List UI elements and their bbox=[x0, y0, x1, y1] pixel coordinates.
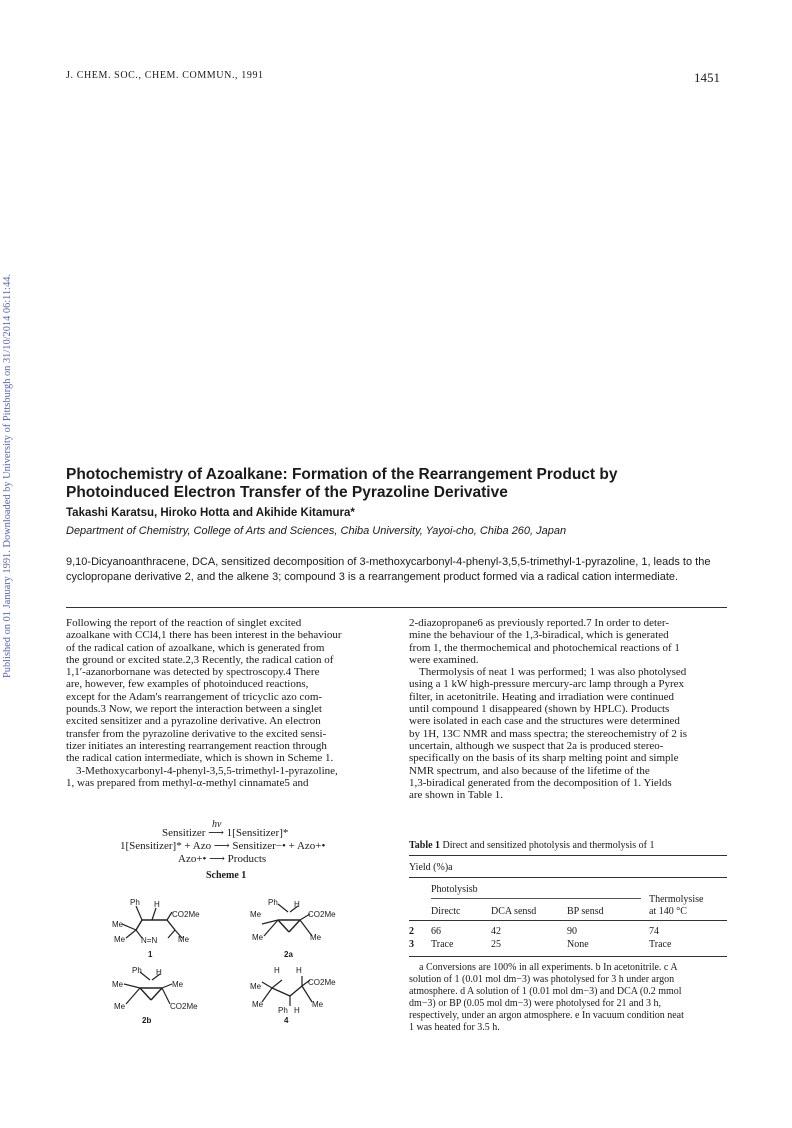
h-label: H bbox=[294, 1006, 300, 1015]
photolysis-header: Photolysisb bbox=[431, 884, 478, 895]
cell-direct: Trace bbox=[431, 939, 454, 950]
thermolysis-temp: at 140 °C bbox=[649, 906, 687, 917]
me-label: Me bbox=[252, 933, 264, 942]
text-line: except for the Adam's rearrangement of tricyclic azo com- bbox=[66, 690, 323, 703]
cell-direct: 66 bbox=[431, 926, 441, 937]
scheme-reactant: Sensitizer bbox=[162, 827, 206, 839]
scheme-product: 1[Sensitizer]* bbox=[226, 827, 289, 839]
h-label: H bbox=[296, 966, 302, 975]
co2me-label: CO2Me bbox=[172, 910, 200, 919]
cell-dca: 25 bbox=[491, 939, 501, 950]
text-line: excited sensitizer and a pyrazoline derivative. An electron bbox=[66, 715, 321, 728]
me-label: Me bbox=[312, 1000, 324, 1009]
text-line: from 1, the thermochemical and photochemical reactions of 1 bbox=[409, 641, 680, 654]
scheme-reactant: Azo+• bbox=[178, 853, 207, 865]
text-line: uncertain, although we suspect that 2a is produced stereo- bbox=[409, 739, 664, 752]
scheme-product: Sensitizer−• + Azo+• bbox=[232, 840, 326, 852]
text-line: the radical cation intermediate, which is shown in Scheme 1. bbox=[66, 752, 334, 765]
co2me-label: CO2Me bbox=[308, 978, 336, 987]
h-label: H bbox=[156, 968, 162, 977]
me-label: Me bbox=[112, 920, 124, 929]
ph-label: Ph bbox=[268, 898, 278, 907]
text-line: until compound 1 disappeared (shown by HPLC). Products bbox=[409, 703, 670, 716]
abstract: 9,10-Dicyanoanthracene, DCA, sensitized decomposition of 3-methoxycarbonyl-4-phenyl-3,5,5-trimethyl-1-pyrazoline, 1, leads to the cyclopropane derivative 2, and the alkene 3; compound 3 is a rearrangement product formed via a radical cation intermediate. bbox=[66, 556, 711, 583]
h-label: H bbox=[154, 900, 160, 909]
col-bp: BP sensd bbox=[567, 906, 604, 917]
table-rule-bottom bbox=[409, 956, 727, 957]
ph-label: Ph bbox=[130, 898, 140, 907]
right-paragraph-2 bbox=[409, 666, 727, 801]
structure-2b bbox=[112, 966, 207, 1028]
journal-header: J. CHEM. SOC., CHEM. COMMUN., 1991 bbox=[66, 70, 264, 81]
photolysis-rule bbox=[431, 898, 641, 899]
text-line: using a 1 kW high-pressure mercury-arc lamp through a Pyrex bbox=[409, 678, 685, 691]
text-line: were isolated in each case and the structures were determined bbox=[409, 715, 680, 728]
footnote-line: a Conversions are 100% in all experiments. b In acetonitrile. c A bbox=[419, 962, 678, 973]
footnote-line: atmosphere. d A solution of 1 (0.01 mol dm−3) and DCA (0.2 mmol bbox=[409, 986, 682, 997]
table-rule-top bbox=[409, 855, 727, 856]
text-line: mine the behaviour of the 1,3-biradical, which is generated bbox=[409, 629, 669, 642]
yield-header: Yield (%)a bbox=[409, 862, 453, 873]
me-label: Me bbox=[178, 935, 190, 944]
arrow-icon: ⟶ bbox=[208, 827, 224, 839]
co2me-label: CO2Me bbox=[170, 1002, 198, 1011]
text-line: were examined. bbox=[409, 653, 479, 666]
scheme-line-2 bbox=[120, 840, 325, 853]
footnote-line: dm−3) or BP (0.05 mol dm−3) were photolysed for 21 and 3 h, bbox=[409, 998, 661, 1009]
text-line: specifically on the basis of its sharp melting point and simple bbox=[409, 752, 679, 765]
scheme-line-1 bbox=[162, 827, 288, 840]
table-caption bbox=[409, 840, 654, 851]
cell-dca: 42 bbox=[491, 926, 501, 937]
right-paragraph-1 bbox=[409, 617, 727, 666]
text-line: the ground or excited state.2,3 Recently, the radical cation of bbox=[66, 653, 334, 666]
scheme-line-3 bbox=[178, 853, 266, 866]
text-line: are, however, few examples of photoinduced reactions, bbox=[66, 678, 309, 691]
ph-label: Ph bbox=[278, 1006, 288, 1015]
arrow-icon: ⟶ bbox=[209, 853, 225, 865]
affiliation: Department of Chemistry, College of Arts and Sciences, Chiba University, Yayoi-cho, Chiba 260, Japan bbox=[66, 525, 567, 537]
footnote-line: respectively, under an argon atmosphere. e In vacuum condition neat bbox=[409, 1010, 684, 1021]
compound-label: 1 bbox=[148, 950, 153, 959]
me-label: Me bbox=[114, 1002, 126, 1011]
left-paragraph-2 bbox=[66, 765, 388, 790]
table-caption-text: Direct and sensitized photolysis and thermolysis of 1 bbox=[442, 840, 655, 851]
thermolysis-header: Thermolysise bbox=[649, 894, 704, 905]
left-column bbox=[66, 617, 388, 789]
text-line: by 1H, 13C NMR and mass spectra; the stereochemistry of 2 is bbox=[409, 727, 688, 740]
col-direct: Directc bbox=[431, 906, 461, 917]
text-line: Thermolysis of neat 1 was performed; 1 was also photolysed bbox=[419, 666, 687, 679]
row-compound: 3 bbox=[409, 939, 414, 950]
scheme-product: Products bbox=[227, 853, 267, 865]
download-note-text: Published on 01 January 1991. Downloaded by University of Pittsburgh on 31/10/2014 06:11:44. bbox=[2, 273, 13, 678]
table-footnotes bbox=[409, 962, 727, 1034]
text-line: transfer from the pyrazoline derivative to the excited sensi- bbox=[66, 727, 327, 740]
cell-thermo: 74 bbox=[649, 926, 659, 937]
me-label: Me bbox=[252, 1000, 264, 1009]
right-column bbox=[409, 617, 727, 801]
text-line: 2-diazopropane6 as previously reported.7 In order to deter- bbox=[409, 617, 670, 629]
text-line: filter, in acetonitrile. Heating and irradiation were continued bbox=[409, 690, 674, 703]
scheme-reactant: 1[Sensitizer]* + Azo bbox=[120, 840, 212, 852]
text-line: are shown in Table 1. bbox=[409, 789, 504, 802]
structure-2a bbox=[250, 898, 345, 960]
text-line: 1,3-biradical generated from the decomposition of 1. Yields bbox=[409, 776, 672, 789]
col-dca: DCA sensd bbox=[491, 906, 537, 917]
text-line: 3-Methoxycarbonyl-4-phenyl-3,5,5-trimethyl-1-pyrazoline, bbox=[76, 764, 338, 777]
text-line: tizer initiates an interesting rearrangement reaction through bbox=[66, 739, 327, 752]
table-row bbox=[409, 926, 727, 938]
hv-label: hν bbox=[212, 819, 222, 830]
row-compound: 2 bbox=[409, 926, 414, 937]
page-number: 1451 bbox=[694, 70, 720, 85]
left-paragraph-1 bbox=[66, 617, 388, 765]
table-rule-3 bbox=[409, 920, 727, 921]
text-line: azoalkane with CCl4,1 there has been interest in the behaviour bbox=[66, 629, 342, 642]
table-row bbox=[409, 939, 727, 951]
compound-label: 4 bbox=[284, 1016, 289, 1025]
alkene-skeleton bbox=[250, 966, 345, 1028]
text-line: of the radical cation of azoalkane, which is generated from bbox=[66, 641, 325, 654]
cell-bp: 90 bbox=[567, 926, 577, 937]
scheme-caption: Scheme 1 bbox=[206, 870, 247, 881]
authors: Takashi Karatsu, Hiroko Hotta and Akihide Kitamura* bbox=[66, 507, 355, 519]
me-label: Me bbox=[172, 980, 184, 989]
me-label: Me bbox=[114, 935, 126, 944]
article-title: Photochemistry of Azoalkane: Formation of the Rearrangement Product by Photoinduced Electron Transfer of the Pyrazoline Derivative bbox=[66, 466, 618, 501]
cell-thermo: Trace bbox=[649, 939, 672, 950]
me-label: Me bbox=[112, 980, 124, 989]
compound-label: 2b bbox=[142, 1016, 152, 1025]
abstract-rule bbox=[66, 607, 727, 608]
text-line: Following the report of the reaction of singlet excited bbox=[66, 617, 302, 629]
download-note-sidebar bbox=[0, 218, 20, 678]
text-line: NMR spectrum, and also because of the lifetime of the bbox=[409, 764, 650, 777]
me-label: Me bbox=[310, 933, 322, 942]
structure-4 bbox=[250, 966, 345, 1028]
ph-label: Ph bbox=[132, 966, 142, 975]
h-label: H bbox=[294, 900, 300, 909]
text-line: 1,1′-azanorbornane was detected by spectroscopy.4 There bbox=[66, 666, 320, 679]
h-label: H bbox=[274, 966, 280, 975]
text-line: 1, was prepared from methyl-α-methyl cinnamate5 and bbox=[66, 776, 309, 789]
arrow-icon: ⟶ bbox=[213, 840, 230, 852]
me-label: Me bbox=[250, 910, 262, 919]
compound-label: 2a bbox=[284, 950, 293, 959]
text-line: pounds.3 Now, we report the interaction between a singlet bbox=[66, 703, 322, 716]
co2me-label: CO2Me bbox=[308, 910, 336, 919]
footnote-line: 1 was heated for 3.5 h. bbox=[409, 1022, 500, 1033]
footnote-line: solution of 1 (0.01 mol dm−3) was photolysed for 3 h under argon bbox=[409, 974, 675, 985]
table-caption-label: Table 1 bbox=[409, 840, 441, 851]
structure-1 bbox=[112, 898, 202, 960]
azo-label: N=N bbox=[141, 936, 158, 945]
cell-bp: None bbox=[567, 939, 589, 950]
me-label: Me bbox=[250, 982, 262, 991]
table-rule-2 bbox=[409, 877, 727, 878]
